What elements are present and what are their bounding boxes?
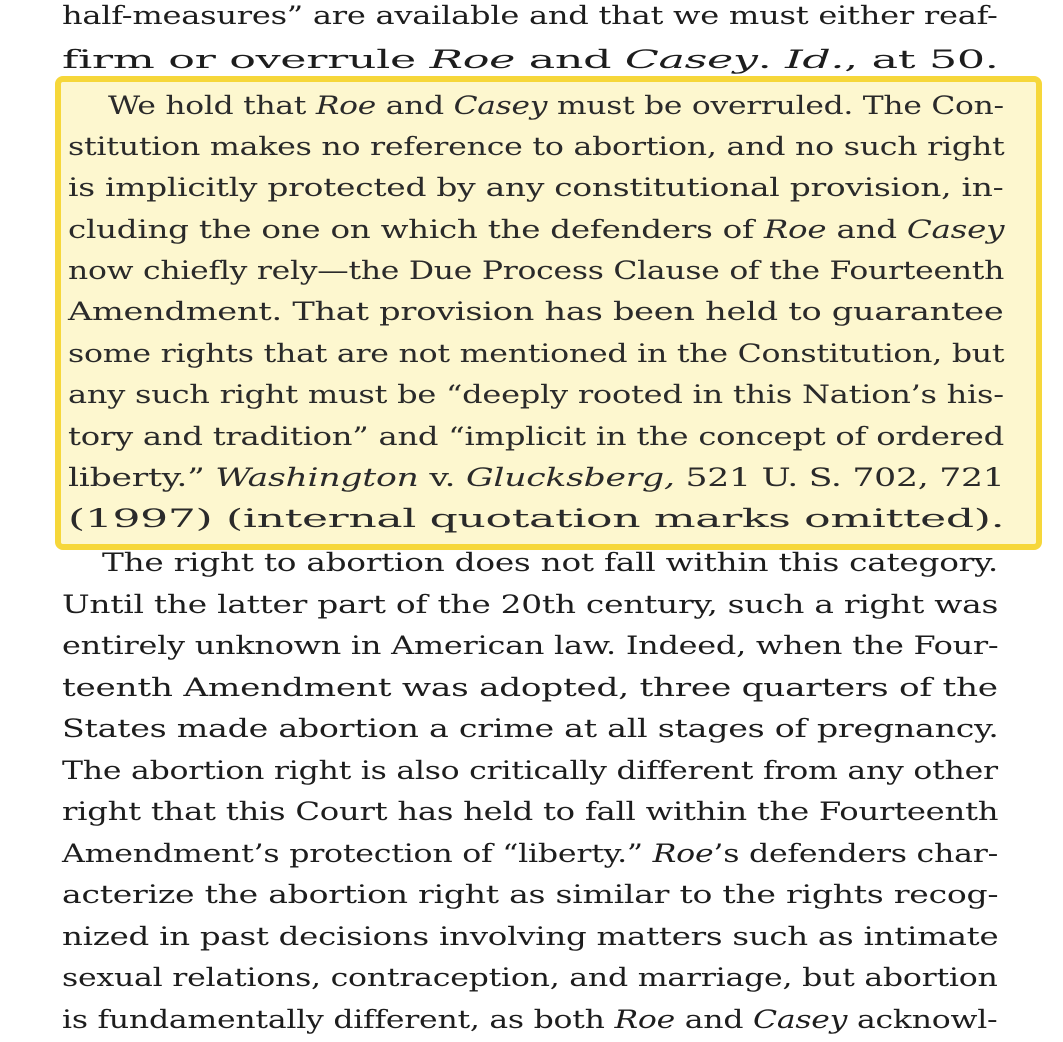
case-name: Id. [785,45,845,75]
text-line: sexual relations, contraception, and marriage, but abortion [62,963,998,993]
case-name: Casey [624,45,758,75]
case-name: Casey [906,215,1005,245]
text-line: Amendment’s protection of “liberty.” Roe’s defenders char- [62,839,999,869]
case-name: Casey [753,1005,848,1035]
text-line: acterize the abortion right as similar to the rights recog- [62,880,999,910]
text-line: The abortion right is also critically different from any other [62,756,998,786]
case-name: Washington [215,463,419,493]
highlighted-line: cluding the one on which the defenders of Roe and Casey [68,215,1005,245]
text-line: is fundamentally different, as both Roe and Casey acknowl- [62,1005,998,1035]
highlighted-line: (1997) (internal quotation marks omitted). [68,504,1005,534]
text-line: right that this Court has held to fall within the Fourteenth [62,797,999,827]
text-line: Until the latter part of the 20th century, such a right was [62,590,999,620]
text-line: half-measures” are available and that we must either reaf- [62,1,998,31]
highlighted-line: tory and tradition” and “implicit in the concept of ordered [68,422,1004,452]
case-name: Roe [429,45,516,75]
text-line: firm or overrule Roe and Casey. Id., at 50. [62,45,999,75]
case-name: Casey [453,91,548,121]
highlighted-line: liberty.” Washington v. Glucksberg, 521 U. S. 702, 721 [68,463,1005,493]
text-line: teenth Amendment was adopted, three quarters of the [62,673,998,703]
case-name: Glucksberg, [466,463,675,493]
text-line: nized in past decisions involving matters such as intimate [62,922,999,952]
text-line: The right to abortion does not fall within this category. [102,548,999,578]
text-line: entirely unknown in American law. Indeed, when the Four- [62,631,999,661]
text-line: States made abortion a crime at all stages of pregnancy. [62,714,999,744]
case-name: Roe [614,1005,676,1035]
case-name: Roe [763,215,827,245]
highlighted-line: some rights that are not mentioned in the Constitution, but [68,339,1005,369]
highlighted-line: We hold that Roe and Casey must be overruled. The Con- [108,91,1004,121]
case-name: Roe [315,91,377,121]
case-name: Roe [652,839,714,869]
highlighted-line: now chiefly rely—the Due Process Clause of the Fourteenth [68,256,1005,286]
highlighted-line: Amendment. That provision has been held to guarantee [68,297,1004,327]
highlighted-line: any such right must be “deeply rooted in this Nation’s his- [68,380,1004,410]
highlighted-line: is implicitly protected by any constitutional provision, in- [68,173,1004,203]
highlighted-line: stitution makes no reference to abortion, and no such right [68,132,1005,162]
